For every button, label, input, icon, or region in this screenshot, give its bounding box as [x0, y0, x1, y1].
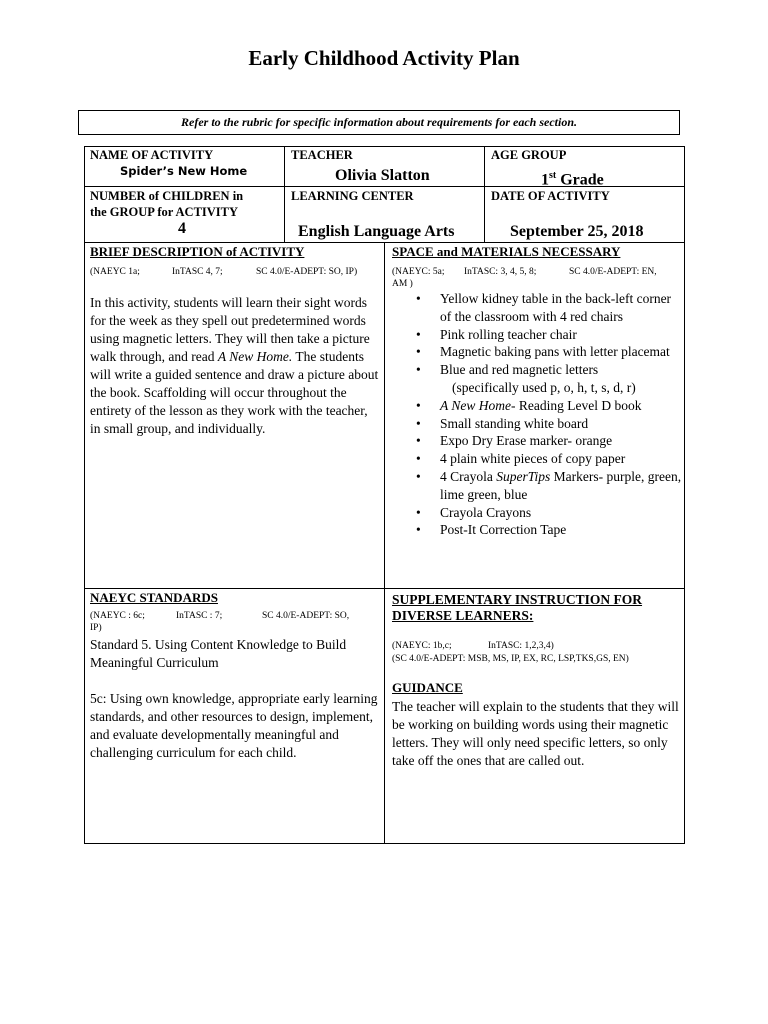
activity-name-value: Spider’s New Home	[120, 164, 248, 178]
rubric-note: Refer to the rubric for specific information about requirements for each section.	[78, 110, 680, 135]
list-item: • 4 plain white pieces of copy paper	[440, 450, 682, 468]
materials-std-sc: SC 4.0/E-ADEPT: EN,	[569, 267, 657, 277]
list-item-text-cont: Markers- purple, green, lime green, blue	[440, 468, 682, 502]
materials-heading: SPACE and MATERIALS NECESSARY	[392, 244, 621, 259]
children-count-value: 4	[178, 220, 186, 237]
list-item-subtext: (specifically used p, o, h, t, s, d, r)	[452, 379, 636, 395]
description-book-title: A New Home.	[217, 349, 293, 364]
page-title: Early Childhood Activity Plan	[248, 46, 520, 70]
supplementary-heading-line1: SUPPLEMENTARY INSTRUCTION FOR	[392, 592, 643, 607]
table-divider-col1	[284, 146, 285, 242]
naeyc-standard-title: Standard 5. Using Content Knowledge to Build Meaningful Curriculum	[90, 637, 347, 670]
activity-date-label: DATE OF ACTIVITY	[491, 189, 610, 203]
list-item: • Yellow kidney table in the back-left corner of the classroom with 4 red chairs	[440, 290, 682, 326]
table-divider-middle	[384, 242, 385, 843]
naeyc-standard-detail: 5c: Using own knowledge, appropriate early learning standards, and other resources to design, implement, and evaluate developmentally meaningful and challenging curriculum for each child.	[90, 691, 378, 760]
activity-name-cell	[90, 147, 280, 179]
table-border-bottom	[84, 843, 685, 844]
description-standards	[90, 266, 380, 280]
activity-name-label: NAME OF ACTIVITY	[90, 148, 214, 162]
children-count-label-line1: NUMBER of CHILDREN in	[90, 189, 244, 203]
age-group-word: Grade	[556, 171, 604, 189]
list-item-text: 4 Crayola	[440, 468, 497, 484]
naeyc-standards	[90, 610, 380, 634]
supplementary-standards	[392, 640, 682, 664]
description-std-naeyc: (NAEYC 1a;	[90, 267, 140, 277]
activity-date-cell	[491, 188, 681, 242]
teacher-value: Olivia Slatton	[335, 167, 430, 184]
naeyc-std-cont: IP)	[90, 623, 102, 633]
description-std-intasc: InTASC 4, 7;	[172, 267, 223, 277]
guidance-text: The teacher will explain to the students that they will be working on building words using their magnetic letters. They will only need specific letters, so only take off the ones that are called out.	[392, 699, 679, 768]
description-heading: BRIEF DESCRIPTION of ACTIVITY	[90, 244, 305, 259]
teacher-cell	[291, 147, 481, 186]
list-item	[440, 468, 682, 504]
naeyc-heading: NAEYC STANDARDS	[90, 590, 218, 605]
age-group-label: AGE GROUP	[491, 148, 567, 162]
supplementary-heading-line2: DIVERSE LEARNERS:	[392, 608, 534, 623]
table-border-right	[684, 146, 685, 844]
age-group-suffix: st	[549, 170, 557, 181]
children-count-cell	[90, 188, 280, 238]
materials-section	[392, 244, 682, 539]
learning-center-label: LEARNING CENTER	[291, 189, 414, 203]
guidance-heading: GUIDANCE	[392, 680, 463, 695]
materials-std-naeyc: (NAEYC: 5a;	[392, 267, 445, 277]
description-std-sc: SC 4.0/E-ADEPT: SO, IP)	[256, 267, 358, 277]
list-item: • Pink rolling teacher chair	[440, 326, 682, 344]
list-item-text: - Reading Level D book	[511, 397, 642, 413]
list-item: • Small standing white board	[440, 415, 682, 433]
supplementary-section	[392, 592, 682, 770]
materials-list	[392, 290, 682, 539]
list-item: • Post-It Correction Tape	[440, 521, 682, 539]
naeyc-std-intasc: InTASC : 7;	[176, 611, 223, 621]
naeyc-std-naeyc: (NAEYC : 6c;	[90, 611, 145, 621]
supplementary-std-intasc: InTASC: 1,2,3,4)	[488, 641, 554, 651]
activity-date-value: September 25, 2018	[510, 223, 644, 240]
naeyc-section	[90, 590, 380, 762]
children-count-label-line2: the GROUP for ACTIVITY	[90, 205, 239, 219]
list-item	[440, 397, 682, 415]
learning-center-value: English Language Arts	[298, 223, 455, 240]
list-item-text: Blue and red magnetic letters	[440, 362, 599, 378]
list-item: • Magnetic baking pans with letter placemat	[440, 343, 682, 361]
book-title: A New Home	[440, 397, 511, 413]
teacher-label: TEACHER	[291, 148, 353, 162]
learning-center-cell	[291, 188, 483, 242]
description-text-part2: The students will write a guided sentence and draw a picture about the book. Scaffolding will occur throughout the entirety of the lesson as they work with the teacher, in small group, and individually.	[90, 349, 379, 436]
age-group-number: 1	[541, 171, 549, 189]
naeyc-std-sc: SC 4.0/E-ADEPT: SO,	[262, 611, 350, 621]
table-border-left	[84, 146, 85, 844]
age-group-value	[491, 166, 681, 190]
age-group-cell	[491, 147, 681, 190]
description-section	[90, 244, 380, 438]
description-text	[90, 294, 380, 438]
table-divider-col2	[484, 146, 485, 242]
supplementary-std-naeyc: (NAEYC: 1b,c;	[392, 641, 452, 651]
list-item: • Crayola Crayons	[440, 504, 682, 522]
materials-std-cont: AM )	[392, 279, 413, 289]
description-text-part1: In this activity, students will learn their sight words for the week as they spell out predetermined words using magnetic letters. They will then take a picture walk through, and read	[90, 295, 370, 364]
list-item	[440, 361, 682, 397]
supplementary-std-sc: (SC 4.0/E-ADEPT: MSB, MS, IP, EX, RC, LSP,TKS,GS, EN)	[392, 654, 629, 664]
materials-std-intasc: InTASC: 3, 4, 5, 8;	[464, 267, 537, 277]
brand-name: SuperTips	[496, 468, 551, 484]
materials-standards	[392, 266, 682, 290]
list-item: • Expo Dry Erase marker- orange	[440, 432, 682, 450]
